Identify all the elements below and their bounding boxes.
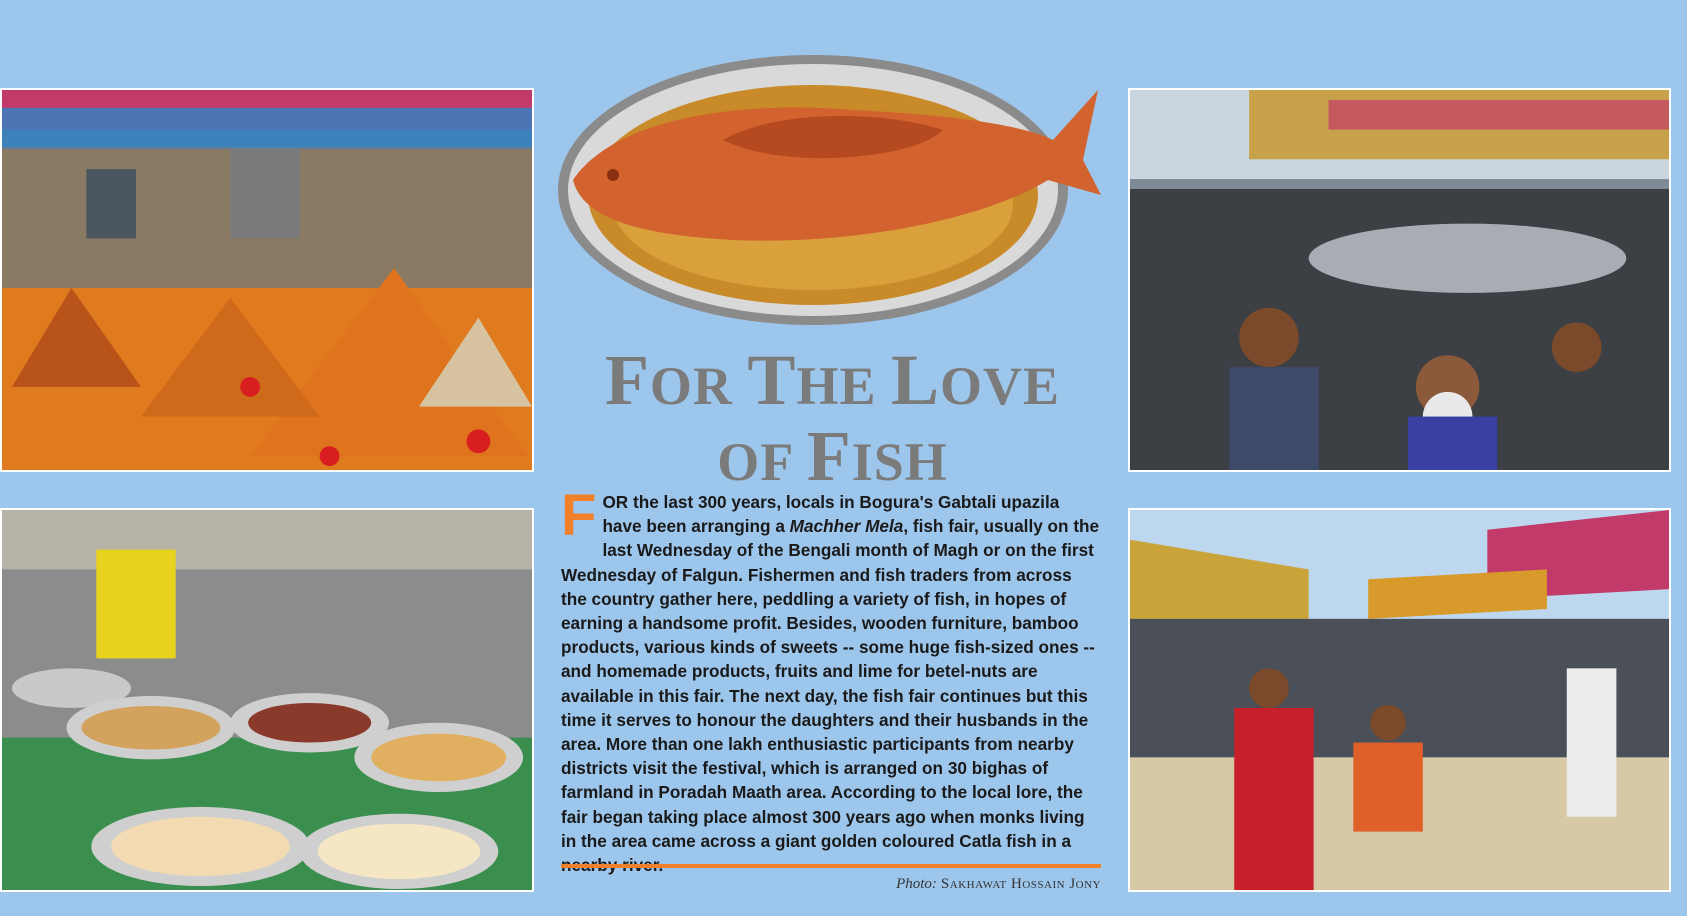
photo-man-holding-fish [1128, 88, 1671, 472]
title-word-of: OF [717, 432, 807, 492]
page-title [560, 340, 1105, 497]
article-text-part-2: , fish fair, usually on the last Wednesday of the Bengali month of Magh or on the first Wednesday of Falgun. Fishermen and fish traders from across the country gather here, peddling a variety of fish, in hopes of earning a handsome profit. Besides, wooden furniture, bamboo products, various kinds of sweets -- some huge fish-sized ones -- and homemade products, fruits and lime for betel-nuts are available in this fair. The next day, the fish fair continues but this time it serves to honour the daughters and their husbands in the area. More than one lakh enthusiastic participants from nearby districts visit the festival, which is arranged on 30 bighas of farmland in Poradah Maath area. According to the local lore, the fair began taking place almost 300 years ago when monks living in the area came across a giant golden coloured Catla fish in a [561, 516, 1100, 851]
photo-snacks-stall [0, 88, 534, 472]
title-initial-t: T [747, 340, 797, 420]
title-line-1 [560, 340, 1105, 421]
photo-credit-label: Photo: [896, 876, 937, 892]
title-word-he: HE [796, 356, 891, 416]
title-line-2 [560, 416, 1105, 497]
article-text-part-1: OR the last 300 years, locals in Bogura's Gabtali upazila have been arranging a [602, 492, 1060, 537]
photo-sweets-stall [0, 508, 534, 892]
photo-fish-shaped-sweet [553, 30, 1108, 330]
title-initial-f2: F [806, 416, 852, 496]
title-word-ish: ISH [851, 432, 948, 492]
article-body [561, 483, 1101, 877]
article-emphasis: Machher Mela [789, 516, 904, 537]
title-initial-l: L [890, 340, 941, 420]
title-initial-f: F [604, 340, 650, 420]
orange-divider [561, 864, 1101, 868]
drop-cap: F [561, 483, 597, 548]
photo-fair-crowd [1128, 508, 1671, 892]
title-word-or: OR [649, 356, 748, 416]
photo-credit [561, 876, 1101, 893]
photo-credit-name: Sakhawat Hossain Jony [940, 876, 1101, 892]
title-word-ove: OVE [940, 356, 1061, 416]
